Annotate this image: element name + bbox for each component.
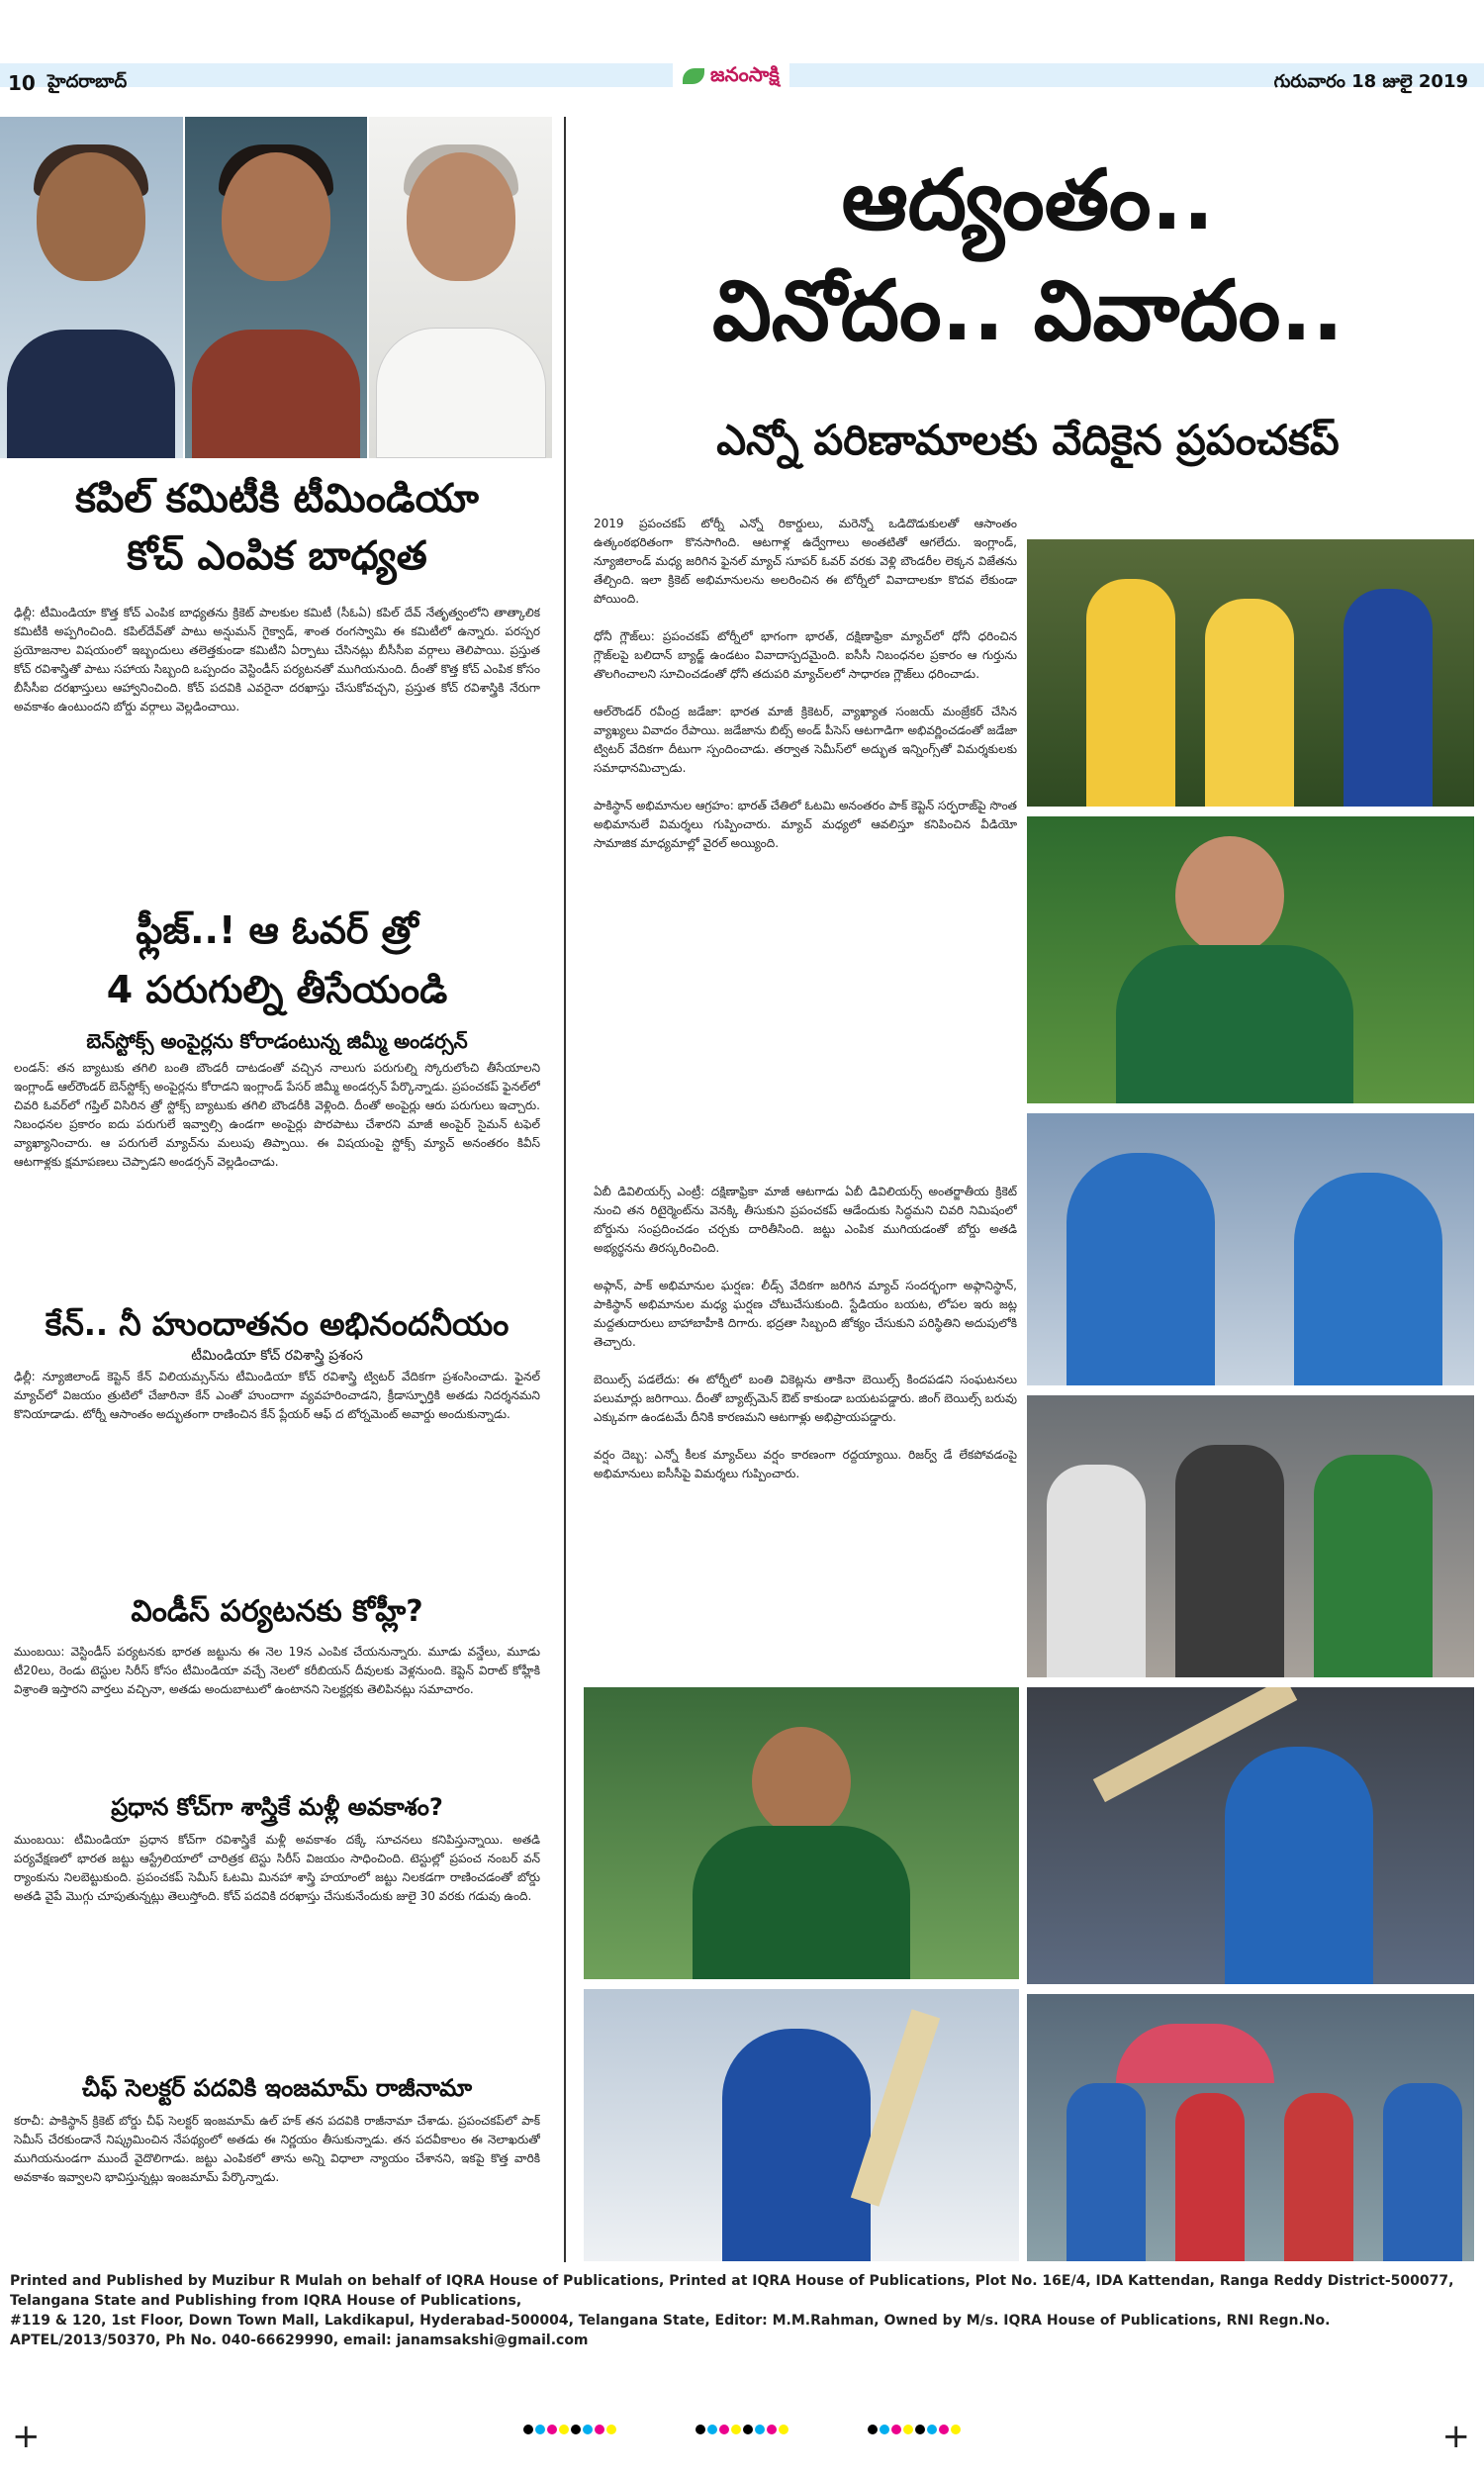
color-dots-mid (696, 2425, 788, 2434)
color-dots-left (523, 2425, 616, 2434)
photo-rain-delay (1027, 1994, 1474, 2261)
headline-inzamam: చీఫ్ సెలక్టర్ పదవికి ఇంజమామ్ రాజీనామా (81, 2074, 473, 2102)
article-kane-body: ఢిల్లీ: న్యూజిలాండ్ కెప్టెన్ కేన్ విలియమ్సన్‌ను టీమిండియా కోచ్ రవిశాస్త్రి ట్విటర్ వేదికగా ప్రశంసించాడు. ఫైనల్ మ్యాచ్‌లో విజయం త్రుటిలో చేజారినా కేన్ ఎంతో హుందాగా వ్యవహరించాడని, క్రీడాస్ఫూర్తికి అతడు నిదర్శనమని కొనియాడాడు. టోర్నీ ఆసాంతం అద్భుతంగా రాణించిన కేన్ ప్లేయర్ ఆఫ్ ద టోర్నమెంట్ అవార్డు అందుకున్నాడు. (14, 1370, 540, 1421)
article-overthrow-body: లండన్: తన బ్యాటుకు తగిలి బంతి బౌండరీ దాటడంతో వచ్చిన నాలుగు పరుగుల్ని స్కోరులోంచి తీసేయాలని ఇంగ్లాండ్ ఆల్‌రౌండర్ బెన్‌స్టోక్స్ అంపైర్లను కోరాడని ఇంగ్లాండ్ పేసర్ జిమ్మీ అండర్సన్ పేర్కొన్నాడు. ప్రపంచకప్ ఫైనల్‌లో చివరి ఓవర్‌లో గప్తిల్ విసిరిన త్రో స్టోక్స్ బ్యాటుకు తగిలి బౌండరీకి వెళ్లింది. దీంతో అంపైర్లు ఆరు పరుగులు ఇచ్చారు. నిబంధనల ప్రకారం ఐదు పరుగులే ఇవ్వాల్సి ఉండగా అంపైర్లు పొరపాటు చేశారని మాజీ అంపైర్ సైమన్ టఫెల్ వ్యాఖ్యానించారు. ఆ పరుగులే మ్యాచ్‌ను మలుపు తిప్పాయి. ఈ విషయంపై స్టోక్స్ మ్యాచ్ అనంతరం కివీస్ ఆటగాళ్లకు క్షమాపణలు చెప్పాడని అండర్సన్ వెల్లడించాడు. (14, 1061, 540, 1169)
headline-kane: కేన్.. నీ హుందాతనం అభినందనీయం (45, 1305, 510, 1343)
feature-title-line1: ఆద్యంతం.. (841, 151, 1215, 248)
imprint-line-2: #119 & 120, 1st Floor, Down Town Mall, Lakdikapul, Hyderabad-500004, Telangana State, Editor: M.M.Rahman, Owned by M/s. IQRA House of Publications, RNI Regn.No. APTEL/2013/50370, Ph No. 040-66629990, email: janamsakshi@gmail.com (10, 2313, 1331, 2348)
headline-overthrow-line1: ఫ్లీజ్..! ఆ ఓవర్ త్రో (136, 908, 418, 952)
feature-text-col1: 2019 ప్రపంచకప్ టోర్నీ ఎన్నో రికార్డులు, మరెన్నో ఒడిదొడుకులతో ఆసాంతం ఉత్కంఠభరితంగా కొనసాగింది. ఆటగాళ్ల ఉద్వేగాలు అంతటితో ఆగలేదు. ఇంగ్లాండ్, న్యూజిలాండ్ మధ్య జరిగిన ఫైనల్ మ్యాచ్ సూపర్ ఓవర్ వరకు వెళ్లి బౌండరీల లెక్కన విజేతను తేల్చింది. ఇలా క్రికెట్ అభిమానులను అలరించిన ఈ టోర్నీలో వివాదాలకూ కొదవ లేకుండా పోయింది. ధోనీ గ్లౌజ్‌లు: ప్రపంచకప్ టోర్నీలో భాగంగా భారత్, దక్షిణాఫ్రికా మ్యాచ్‌లో ధోనీ ధరించిన గ్లౌజ్‌లపై బలిదాన్ బ్యాడ్జ్ ఉండటం వివాదాస్పదమైంది. ఐసీసీ నిబంధనల ప్రకారం ఆ గుర్తును తొలగించాలని సూచించడంతో ధోనీ తదుపరి మ్యాచ్‌లలో సాధారణ గ్లౌజ్‌లు ధరించాడు. ఆల్‌రౌండర్ రవీంద్ర జడేజా: భారత మాజీ క్రికెటర్, వ్యాఖ్యాత సంజయ్ మంజ్రేకర్ చేసిన వ్యాఖ్యలు వివాదం రేపాయి. జడేజాను బిట్స్ అండ్ పీసెస్ ఆటగాడిగా అభివర్ణించడంతో జడేజా ట్విటర్ వేదికగా దీటుగా స్పందించాడు. తర్వాత సెమీస్‌లో అద్భుత ఇన్నింగ్స్‌తో విమర్శకులకు సమాధానమిచ్చాడు. పాకిస్థాన్ అభిమానుల ఆగ్రహం: భారత్ చేతిలో ఓటమి అనంతరం పాక్ కెప్టెన్ సర్ఫరాజ్‌పై సొంత అభిమానులే విమర్శలు గుప్పించారు. మ్యాచ్‌ మధ్యలో ఆవలిస్తూ కనిపించిన వీడియో సామాజిక మాధ్యమాల్లో వైరల్ అయ్యింది. (594, 517, 1017, 850)
photo-shantha (185, 117, 370, 458)
article-inzamam-body: కరాచీ: పాకిస్థాన్ క్రికెట్ బోర్డు చీఫ్ సెలక్టర్ ఇంజమామ్ ఉల్ హక్ తన పదవికి రాజీనామా చేశాడు. ప్రపంచకప్‌లో పాక్ సెమీస్ చేరకుండానే నిష్క్రమించిన నేపథ్యంలో అతడు ఈ నిర్ణయం తీసుకున్నాడు. తన పదవీకాలం ఈ నెలాఖరుతో ముగియనుండగా ముందే వైదొలిగాడు. జట్టు ఎంపికలో తాను అన్ని విధాలా న్యాయం చేశానని, ఇకపై కొత్త వారికి అవకాశం ఇవ్వాలని భావిస్తున్నట్లు ఇంజమామ్ పేర్కొన్నాడు. (14, 2114, 540, 2184)
headline-kapil-line1: కపిల్ కమిటీకి టీమిండియా (75, 476, 479, 522)
photo-dhoni-chahal (1027, 1113, 1474, 1385)
column-divider (564, 117, 566, 2262)
imprint-line (0, 2271, 1484, 2350)
photo-afghan-player (584, 1989, 1019, 2261)
photo-kapil (0, 117, 185, 458)
feature-title-line2: వినోదం.. వివాదం.. (711, 262, 1345, 359)
issue-date: గురువారం 18 జులై 2019 (1273, 71, 1468, 92)
print-registration-bar (0, 2423, 1484, 2436)
committee-photos (0, 117, 554, 458)
feature-subtitle: ఎన్నో పరిణామాలకు వేదికైన ప్రపంచకప్ (716, 416, 1340, 464)
photo-australia-players (1027, 539, 1474, 807)
subhead-kane: టీమిండియా కోచ్ రవిశాస్త్రి ప్రశంస (191, 1348, 363, 1364)
headline-overthrow-line2: 4 పరుగుల్ని తీసేయండి (106, 968, 448, 1011)
masthead-logo (673, 61, 789, 91)
photo-jadeja-batting (1027, 1687, 1474, 1984)
feature-text-col2: ఏబీ డివిలియర్స్ ఎంట్రీ: దక్షిణాఫ్రికా మాజీ ఆటగాడు ఏబీ డివిలియర్స్ అంతర్జాతీయ క్రికెట్ నుంచి తన రిటైర్మెంట్‌ను వెనక్కి తీసుకుని ప్రపంచకప్ ఆడేందుకు సిద్ధమని చివరి నిమిషంలో బోర్డును సంప్రదించడం చర్చకు దారితీసింది. జట్టు ఎంపిక ముగియడంతో బోర్డు అతడి అభ్యర్థనను తిరస్కరించింది. అఫ్గాన్, పాక్ అభిమానుల ఘర్షణ: లీడ్స్ వేదికగా జరిగిన మ్యాచ్ సందర్భంగా అఫ్గానిస్థాన్, పాకిస్థాన్ అభిమానుల మధ్య ఘర్షణ చోటుచేసుకుంది. స్టేడియం బయట, లోపల ఇరు జట్ల మద్దతుదారులు బాహాబాహీకి దిగారు. భద్రతా సిబ్బంది జోక్యం చేసుకుని పరిస్థితిని అదుపులోకి తెచ్చారు. బెయిల్స్ పడలేదు: ఈ టోర్నీలో బంతి వికెట్లను తాకినా బెయిల్స్ కిందపడని సంఘటనలు పలుమార్లు జరిగాయి. దీంతో బ్యాట్స్‌మెన్ ఔట్ కాకుండా బయటపడ్డారు. జింగ్ బెయిల్స్ బరువు ఎక్కువగా ఉండటమే దీనికి కారణమని ఆటగాళ్లు అభిప్రాయపడ్డారు. వర్షం దెబ్బ: ఎన్నో కీలక మ్యాచ్‌లు వర్షం కారణంగా రద్దయ్యాయి. రిజర్వ్ డే లేకపోవడంపై అభిమానులు ఐసీసీపై విమర్శలు గుప్పించారు. (594, 1183, 1017, 1692)
brand-name: జనంసాక్షి (710, 61, 780, 86)
photo-sarfaraz (584, 1687, 1019, 1979)
photo-gaekwad (369, 117, 554, 458)
photo-fans-clash (1027, 1395, 1474, 1677)
headline-windies: విండీస్ పర్యటనకు కోహ్లీ? (131, 1594, 423, 1629)
photo-de-villiers (1027, 816, 1474, 1103)
registration-cross-icon: + (1441, 2417, 1470, 2456)
headline-shastri: ప్రధాన కోచ్‌గా శాస్త్రికే మళ్లీ అవకాశం? (111, 1793, 443, 1821)
article-windies-body: ముంబయి: వెస్టిండీస్ పర్యటనకు భారత జట్టును ఈ నెల 19న ఎంపిక చేయనున్నారు. మూడు వన్డేలు, మూడు టీ20లు, రెండు టెస్టుల సిరీస్ కోసం టీమిండియా వచ్చే నెలలో కరీబియన్ దీవులకు వెళ్లనుంది. కెప్టెన్ విరాట్ కోహ్లీకి విశ్రాంతి ఇస్తారని వార్తలు వచ్చినా, అతడు అందుబాటులో ఉంటానని సెలక్టర్లకు తెలిపినట్లు సమాచారం. (14, 1645, 540, 1696)
article-shastri-body: ముంబయి: టీమిండియా ప్రధాన కోచ్‌గా రవిశాస్త్రికే మళ్లీ అవకాశం దక్కే సూచనలు కనిపిస్తున్నాయి. అతడి పర్యవేక్షణలో భారత జట్టు ఆస్ట్రేలియాలో చారిత్రక టెస్టు సిరీస్ విజయం సాధించింది. టెస్టుల్లో ప్రపంచ నంబర్ వన్ ర్యాంకును నిలబెట్టుకుంది. ప్రపంచకప్ సెమీస్ ఓటమి మినహా శాస్త్రి హయాంలో జట్టు నిలకడగా రాణించడంతో బోర్డు అతడి వైపే మొగ్గు చూపుతున్నట్లు తెలుస్తోంది. కోచ్ పదవికి దరఖాస్తు చేసుకునేందుకు జులై 30 వరకు గడువు ఉంది. (14, 1833, 540, 1903)
article-kapil-body: ఢిల్లీ: టీమిండియా కొత్త కోచ్ ఎంపిక బాధ్యతను క్రికెట్ పాలకుల కమిటీ (సీఓఏ) కపిల్ దేవ్ నేతృత్వంలోని తాత్కాలిక కమిటీకి అప్పగించింది. కపిల్‌దేవ్‌తో పాటు అన్షుమన్ గైక్వాడ్, శాంత రంగస్వామి ఈ కమిటీలో ఉన్నారు. పరస్పర ప్రయోజనాల విషయంలో ఇబ్బందులు తలెత్తకుండా కమిటీని ఏర్పాటు చేసినట్లు బీసీసీఐ వర్గాలు తెలిపాయి. ప్రస్తుత కోచ్ రవిశాస్త్రితో పాటు సహాయ సిబ్బంది ఒప్పందం వెస్టిండీస్ పర్యటనతో ముగియనుంది. దీంతో కొత్త కోచ్ ఎంపిక కోసం బీసీసీఐ దరఖాస్తులు ఆహ్వానించింది. కోచ్ పదవికి ఎవరైనా దరఖాస్తు చేసుకోవచ్చని, ప్రస్తుత కోచ్ రవిశాస్త్రికి నేరుగా అవకాశం ఉంటుందని బోర్డు వర్గాలు వెల్లడించాయి. (14, 606, 540, 714)
leaf-icon (683, 68, 704, 84)
edition-city: హైదరాబాద్ (47, 71, 128, 92)
imprint-line-1: Printed and Published by Muzibur R Mulah on behalf of IQRA House of Publications, Printed at IQRA House of Publications, Plot No. 16E/4, IDA Kattendan, Ranga Reddy District-500077, Telangana State and Publishing from IQRA House of Publications, (10, 2273, 1454, 2309)
page-number: 10 (8, 71, 36, 95)
registration-cross-icon: + (12, 2417, 41, 2456)
subhead-overthrow: బెన్‌స్టోక్స్ అంపైర్లను కోరాడంటున్న జిమ్మీ అండర్సన్ (86, 1029, 468, 1053)
headline-kapil-line2: కోచ్ ఎంపిక బాధ్యత (127, 533, 427, 579)
color-dots-right (868, 2425, 961, 2434)
page-header (0, 0, 1484, 99)
